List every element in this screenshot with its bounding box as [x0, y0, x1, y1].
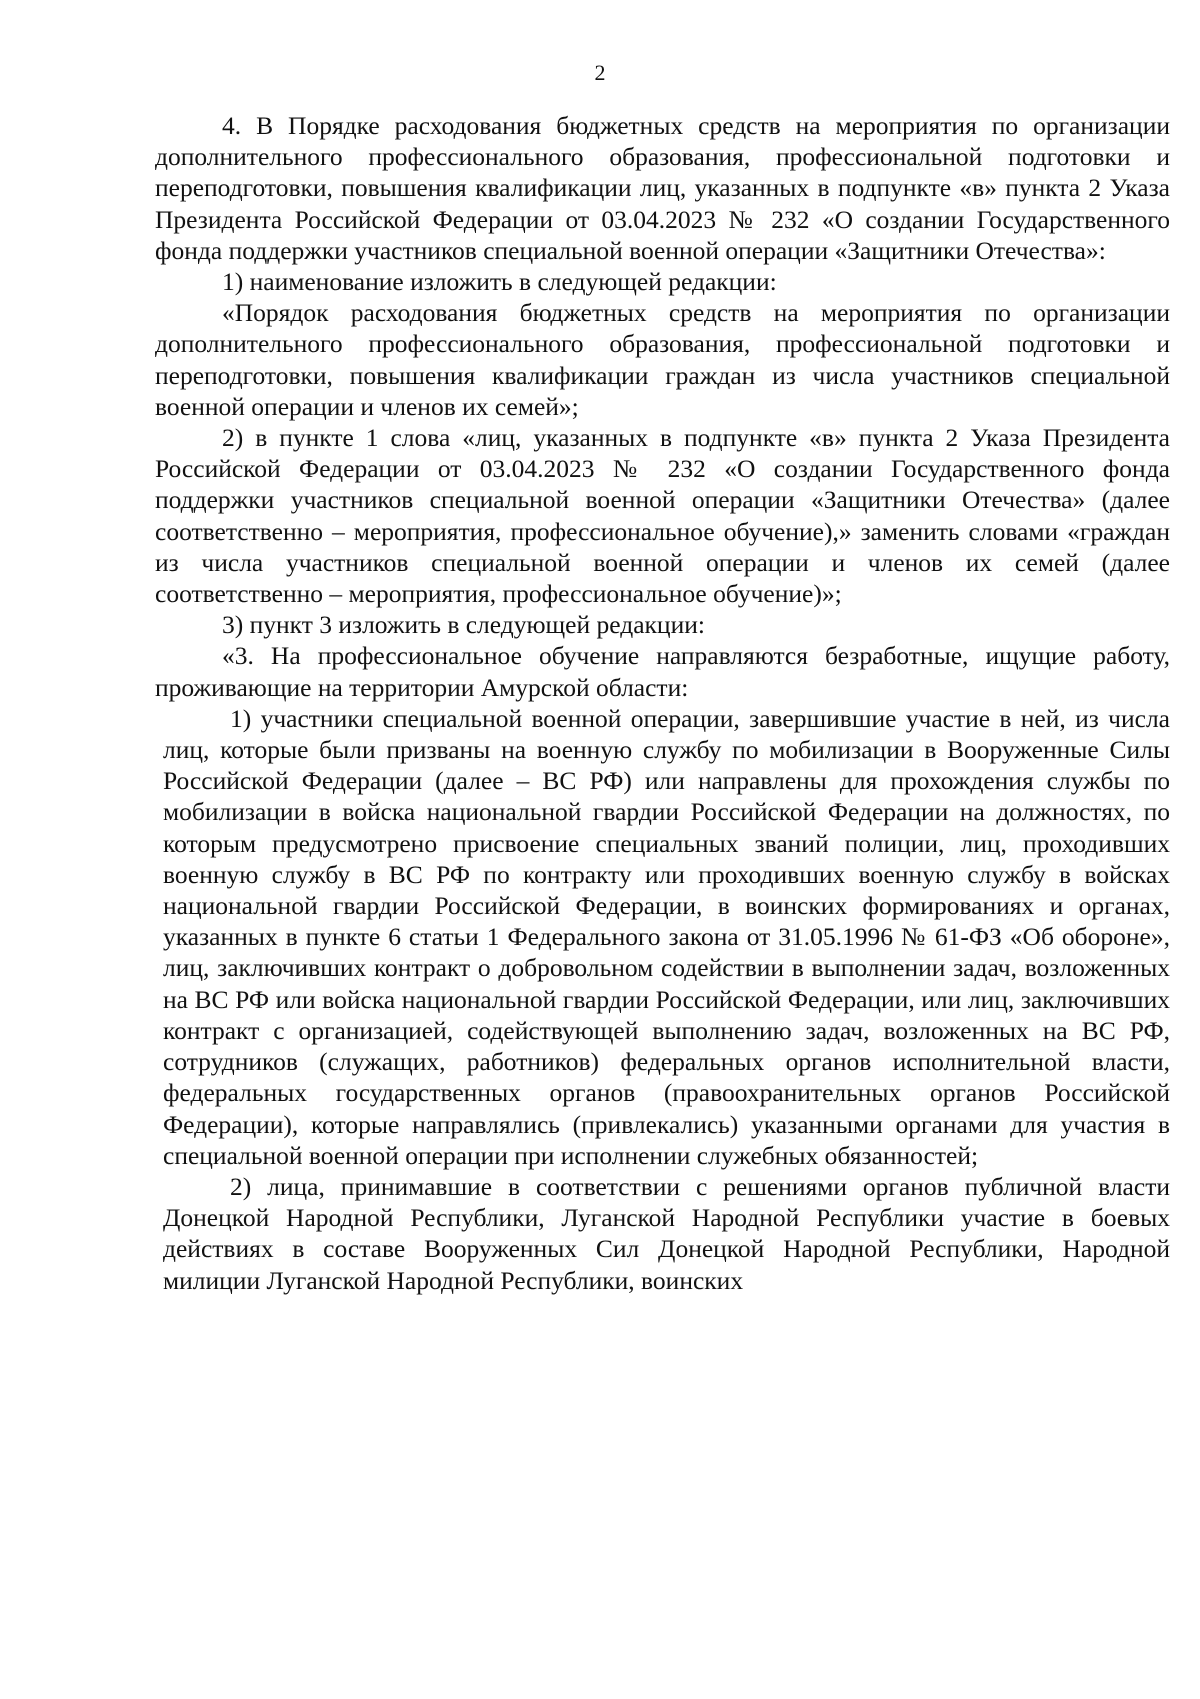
paragraph-new-title: «Порядок расходования бюджетных средств на мероприятия по организации дополнительного профессионального образования, профессиональной подготовки и переподготовки, повышения квалификации граждан из числа участников специальной военной операции и членов их семей»;	[155, 298, 1170, 421]
paragraph-subitem-1: 1) наименование изложить в следующей редакции:	[222, 267, 777, 297]
paragraph-point-3-subitem-2: 2) лица, принимавшие в соответствии с решениями органов публичной власти Донецкой Народной Республики, Луганской Народной Республики участие в боевых действиях в составе Вооруженных Сил Донецкой Народной Республики, Народной милиции Луганской Народной Республики, воинских	[163, 1171, 1170, 1295]
document-body	[155, 110, 1170, 1296]
paragraph-subitem-3: 3) пункт 3 изложить в следующей редакции:	[222, 610, 705, 640]
paragraph-point-3-intro: «3. На профессиональное обучение направляются безработные, ищущие работу, проживающие на территории Амурской области:	[155, 641, 1170, 702]
paragraph-point-3-subitem-1: 1) участники специальной военной операции, завершившие участие в ней, из числа лиц, которые были призваны на военную службу по мобилизации в Вооруженные Силы Российской Федерации (далее – ВС РФ) или направлены для прохождения службы по мобилизации в войска национальной гвардии Российской Федерации на должностях, по которым предусмотрено присвоение специальных званий полиции, лиц, проходивших военную службу в ВС РФ по контракту или проходивших военную службу в войсках национальной гвардии Российской Федерации, в воинских формированиях и органах, указанных в пункте 6 статьи 1 Федерального закона от 31.05.1996 № 61-ФЗ «Об обороне», лиц, заключивших контракт о добровольном содействии в выполнении задач, возложенных на ВС РФ или войска национальной гвардии Российской Федерации, или лиц, заключивших контракт с организацией, содействующей выполнению задач, возложенных на ВС РФ, сотрудников (служащих, работников) федеральных органов исполнительной власти, федеральных государственных органов (правоохранительных органов Российской Федерации), которые направлялись (привлекались) указанными органами для участия в специальной военной операции при исполнении служебных обязанностей;	[163, 703, 1170, 1170]
paragraph-item-4-intro: 4. В Порядке расходования бюджетных средств на мероприятия по организации дополнительного профессионального образования, профессиональной подготовки и переподготовки, повышения квалификации лиц, указанных в подпункте «в» пункта 2 Указа Президента Российской Федерации от 03.04.2023 № 232 «О создании Государственного фонда поддержки участников специальной военной операции «Защитники Отечества»:	[155, 111, 1170, 265]
paragraph-subitem-2: 2) в пункте 1 слова «лиц, указанных в подпункте «в» пункта 2 Указа Президента Российской Федерации от 03.04.2023 № 232 «О создании Государственного фонда поддержки участников специальной военной операции «Защитники Отечества» (далее соответственно – мероприятия, профессиональное обучение),» заменить словами «граждан из числа участников специальной военной операции и членов их семей (далее соответственно – мероприятия, профессиональное обучение)»;	[155, 423, 1170, 609]
page-number: 2	[594, 60, 606, 85]
